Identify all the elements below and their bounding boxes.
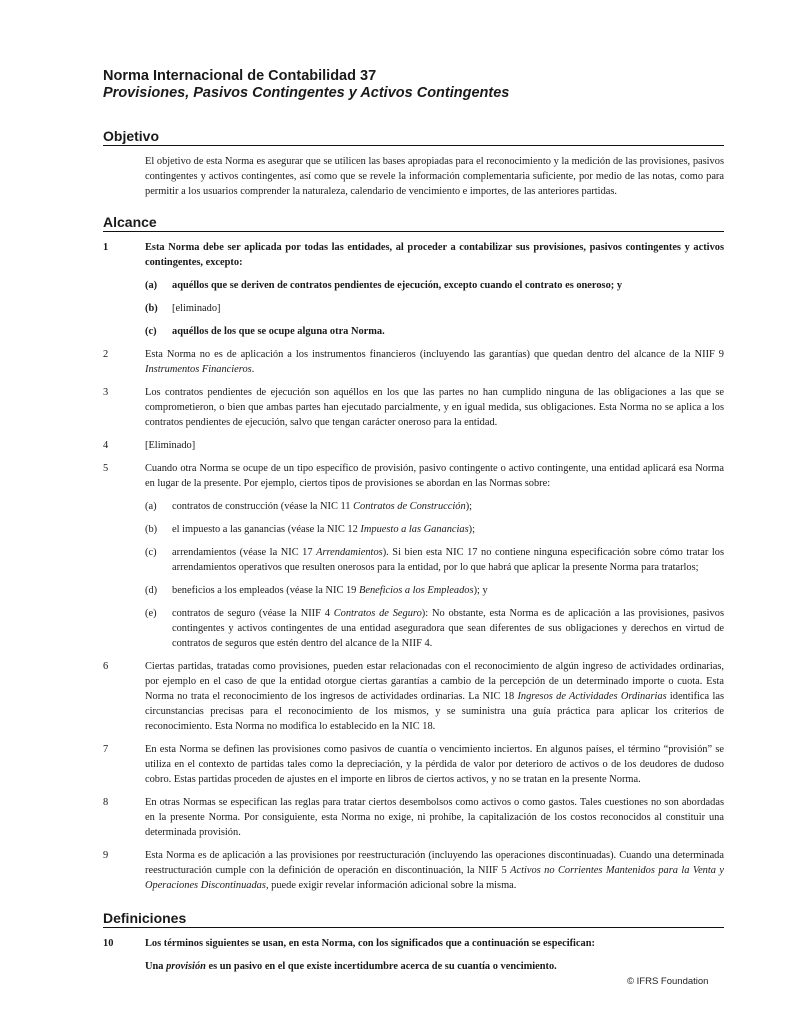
text-run: );	[465, 501, 473, 512]
list-item-text: aquéllos que se deriven de contratos pendientes de ejecución, excepto cuando el contrato es oneroso; y	[172, 280, 623, 291]
list-item-text	[172, 606, 724, 651]
paragraph-number: 7	[103, 744, 109, 755]
paragraph-number: 4	[103, 440, 109, 451]
text-run: ). Si bien esta NIC 17 no contiene ninguna especificación sobre cómo tratar los arrendamientos operativos que resulten onerosos para la entidad, por lo que habrá que aplicar la presente Norma para tratarlos;	[172, 547, 724, 573]
list-item-text	[172, 499, 724, 514]
paragraph-number: 3	[103, 387, 109, 398]
paragraph-8	[103, 795, 724, 840]
text-run: contratos de seguro (véase la NIIF 4	[172, 608, 334, 619]
text-run: el impuesto a las ganancias (véase la NIC 12	[172, 524, 361, 535]
paragraph-9	[103, 848, 724, 893]
text-run: Esta Norma es de aplicación a las provisiones por reestructuración (incluyendo las operaciones discontinuadas). Cuando una determinada reestructuración cumple con la definición de operación en discontinuación, la NIIF 5	[145, 850, 724, 876]
list-item	[145, 278, 724, 293]
section-heading-definiciones: Definiciones	[103, 910, 724, 928]
text-run: ): No obstante, esta Norma es de aplicación a las provisiones, pasivos contingentes y activos contingentes de una entidad aseguradora que sean diferentes de sus obligaciones y derechos en virtud de contratos de seguros que estén dentro del alcance de la NIIF 4.	[172, 608, 724, 649]
copyright-footer: © IFRS Foundation	[627, 976, 709, 987]
text-run: ); y	[473, 585, 488, 596]
standard-reference: Arrendamientos	[316, 547, 383, 558]
paragraph-10	[103, 936, 724, 951]
standard-reference: Impuesto a las Ganancias	[360, 524, 469, 535]
list-item-text	[172, 522, 724, 537]
paragraph-number: 10	[103, 938, 114, 949]
paragraph-1	[103, 240, 724, 270]
paragraph-7	[103, 742, 724, 787]
list-item-label: (e)	[145, 608, 157, 619]
list-item	[145, 324, 724, 339]
text-run: arrendamientos (véase la NIC 17	[172, 547, 317, 558]
paragraph-text	[145, 347, 724, 377]
text-run: beneficios a los empleados (véase la NIC 19	[172, 585, 359, 596]
text-run: .	[251, 364, 255, 375]
list-item-label: (b)	[145, 524, 158, 535]
paragraph-number: 9	[103, 850, 109, 861]
paragraph-number: 2	[103, 349, 109, 360]
paragraph-number: 8	[103, 797, 109, 808]
text-run: Una	[145, 961, 167, 972]
paragraph-text: [Eliminado]	[145, 440, 196, 451]
section-heading-objetivo: Objetivo	[103, 128, 724, 146]
list-item-label: (d)	[145, 585, 158, 596]
list-item-label: (b)	[145, 303, 158, 314]
standard-reference: Instrumentos Financieros	[145, 364, 252, 375]
defined-term: provisión	[166, 961, 206, 972]
standard-reference: Activos no Corrientes Mantenidos para la Venta y Operaciones Discontinuadas	[145, 865, 724, 891]
paragraph-5	[103, 461, 724, 491]
paragraph-text	[145, 848, 724, 893]
paragraph-number: 6	[103, 661, 109, 672]
list-item-text: [eliminado]	[172, 303, 221, 314]
text-run: , puede exigir revelar información adicional sobre la misma.	[265, 880, 517, 891]
standard-subtitle: Provisiones, Pasivos Contingentes y Activos Contingentes	[103, 85, 510, 101]
paragraph-6	[103, 659, 724, 734]
paragraph-text	[145, 659, 724, 734]
list-item	[145, 522, 724, 537]
list-item	[145, 301, 724, 316]
list-item-text	[172, 583, 724, 598]
list-item-label: (a)	[145, 501, 157, 512]
standard-reference: Beneficios a los Empleados	[358, 585, 474, 596]
paragraph-text: Esta Norma debe ser aplicada por todas las entidades, al proceder a contabilizar sus provisiones, pasivos contingentes y activos contingentes, excepto:	[145, 242, 724, 268]
list-item-text	[172, 545, 724, 575]
list-item	[145, 583, 724, 598]
text-run: es un pasivo en el que existe incertidumbre acerca de su cuantía o vencimiento.	[205, 961, 557, 972]
paragraph-2	[103, 347, 724, 377]
text-run: Esta Norma no es de aplicación a los instrumentos financieros (incluyendo las garantías) que quedan dentro del alcance de la NIIF 9	[145, 349, 724, 360]
list-item	[145, 606, 724, 651]
objetivo-text: El objetivo de esta Norma es asegurar que se utilicen las bases apropiadas para el reconocimiento y la medición de las provisiones, pasivos contingentes y activos contingentes, así como que se revele la información complementaria suficiente, por medio de las notas, como para permitir a los usuarios comprender la naturaleza, calendario de vencimiento e importes, de las anteriores partidas.	[145, 156, 724, 197]
paragraph-number: 1	[103, 242, 109, 253]
section-heading-alcance: Alcance	[103, 214, 724, 232]
paragraph-number: 5	[103, 463, 109, 474]
paragraph-text: En otras Normas se especifican las reglas para tratar ciertos desembolsos como activos o como gastos. Tales cuestiones no son abordadas en la presente Norma. Por consiguiente, esta Norma no exige, ni prohíbe, la capitalización de los costos reconocidos al constituir una determinada provisión.	[145, 797, 724, 838]
list-item-label: (c)	[145, 547, 157, 558]
paragraph-text: Los términos siguientes se usan, en esta Norma, con los significados que a continuación se especifican:	[145, 938, 595, 949]
standard-reference: Contratos de Seguro	[333, 608, 422, 619]
list-item-label: (a)	[145, 280, 158, 291]
paragraph-text: Los contratos pendientes de ejecución son aquéllos en los que las partes no han cumplido ninguna de las obligaciones a las que se comprometieron, o bien que ambas partes han ejecutado parcialmente, y en igual medida, sus obligaciones. Esta Norma no se aplica a los contratos pendientes de ejecución, salvo que tengan carácter oneroso para la entidad.	[145, 387, 724, 428]
text-run: Ciertas partidas, tratadas como provisiones, pueden estar relacionadas con el reconocimiento de algún ingreso de actividades ordinarias, por ejemplo en el caso de que la entidad otorgue ciertas garantías a cambio de la percepción de un determinado importe o cuota. Esta Norma no trata el reconocimiento de los ingresos de actividades ordinarias. La NIC 18	[145, 661, 724, 702]
paragraph-4	[103, 438, 724, 453]
paragraph-3	[103, 385, 724, 430]
standard-title: Norma Internacional de Contabilidad 37	[103, 68, 377, 84]
paragraph-text: En esta Norma se definen las provisiones como pasivos de cuantía o vencimiento inciertos. En algunos países, el término “provisión” se utiliza en el contexto de partidas tales como la depreciación, y la pérdida de valor por deterioro de activos o de los deudores de dudoso cobro. Estas partidas proceden de ajustes en el importe en libros de ciertos activos, y no se tratan en la presente Norma.	[145, 744, 724, 785]
standard-reference: Ingresos de Actividades Ordinarias	[517, 691, 667, 702]
list-item-label: (c)	[145, 326, 157, 337]
text-run: identifica las circunstancias precisas para el reconocimiento de los mismos, y se suministra una guía práctica para aplicar los criterios de reconocimiento. Esta Norma no modifica lo establecido en la NIC 18.	[145, 691, 724, 732]
definition-provision	[103, 959, 724, 974]
list-item	[145, 499, 724, 514]
list-item	[145, 545, 724, 575]
text-run: );	[468, 524, 476, 535]
list-item-text: aquéllos de los que se ocupe alguna otra Norma.	[172, 326, 385, 337]
paragraph-text: Cuando otra Norma se ocupe de un tipo específico de provisión, pasivo contingente o activo contingente, una entidad aplicará esa Norma en lugar de la presente. Por ejemplo, ciertos tipos de provisiones se abordan en las Normas sobre:	[145, 463, 724, 489]
definition-text	[145, 959, 724, 974]
document-page	[103, 68, 724, 974]
standard-reference: Contratos de Construcción	[353, 501, 466, 512]
text-run: contratos de construcción (véase la NIC 11	[172, 501, 354, 512]
